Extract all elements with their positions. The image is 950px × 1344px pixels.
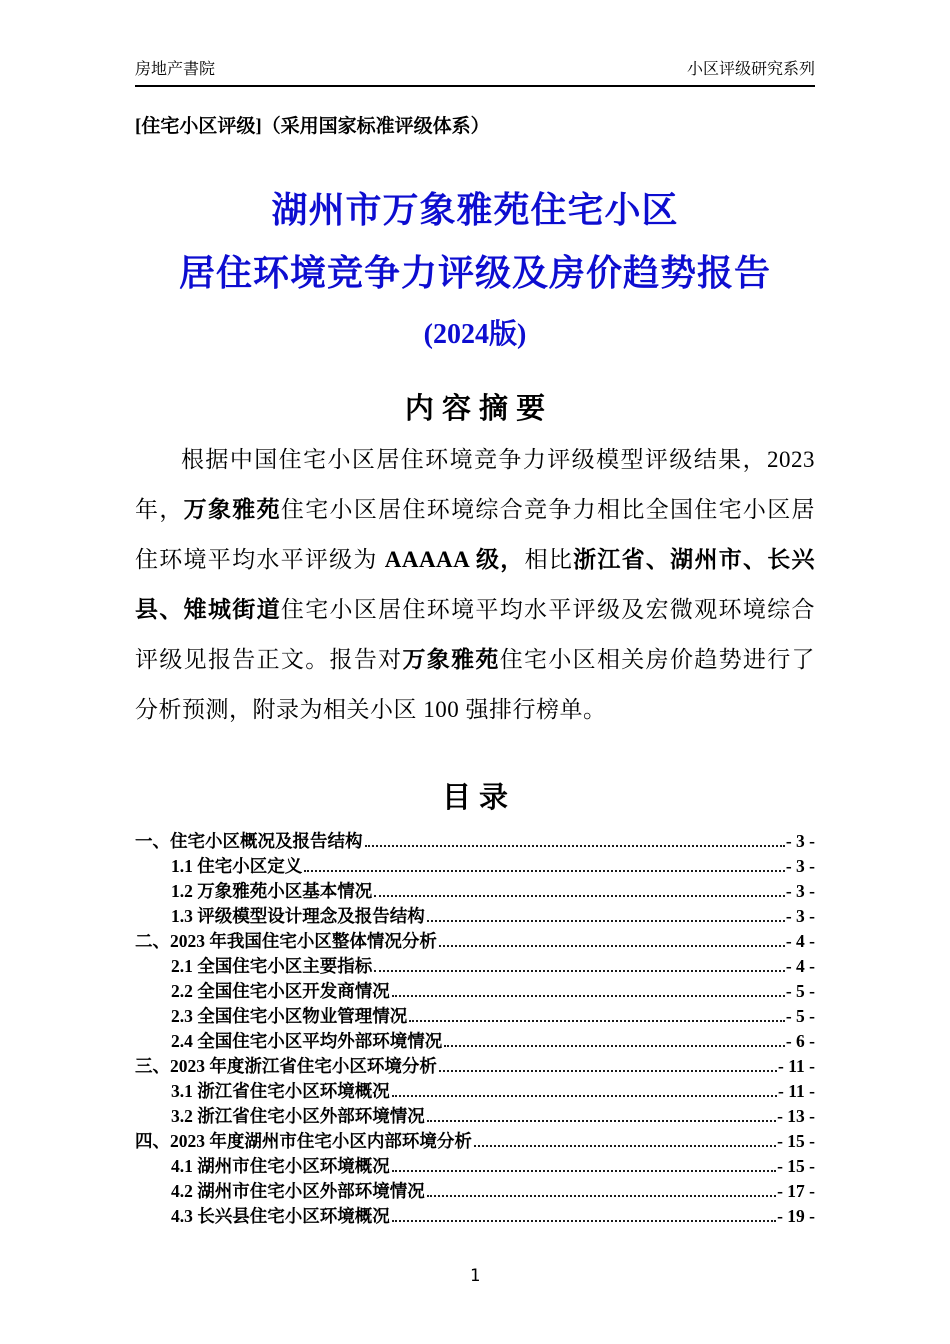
toc-item-page: - 3 - bbox=[785, 856, 815, 876]
toc-item[interactable] bbox=[135, 1104, 815, 1129]
toc-item[interactable] bbox=[135, 1029, 815, 1054]
report-title-line1: 湖州市万象雅苑住宅小区 bbox=[271, 190, 679, 230]
toc-item-page: - 5 - bbox=[785, 981, 815, 1001]
summary-text-segment: 万象雅苑 bbox=[402, 647, 500, 672]
toc-item[interactable] bbox=[135, 1179, 815, 1204]
toc-item-page: - 11 - bbox=[778, 1056, 815, 1076]
toc-leader-dots bbox=[392, 1170, 776, 1172]
summary-text-segment: 浙江省、湖州市、长兴县、雉城街道 bbox=[135, 547, 816, 622]
summary-text-segment: 住宅小区相关房价趋势进行了分析预测，附录为相关小区 100 强排行榜单。 bbox=[135, 647, 816, 722]
toc-item-label[interactable]: 一、住宅小区概况及报告结构 bbox=[135, 831, 363, 851]
toc-leader-dots bbox=[392, 995, 785, 997]
toc-item-page: - 3 - bbox=[785, 881, 815, 901]
summary-paragraph bbox=[135, 435, 815, 735]
toc-item-page: - 19 - bbox=[777, 1206, 815, 1226]
summary-text-segment: 万象雅苑 bbox=[183, 497, 281, 522]
summary-text-segment: 住宅小区居住环境综合竞争力相比全国住宅小区居住环境平均水平评级为 bbox=[135, 497, 816, 572]
toc-item-label[interactable]: 三、2023 年度浙江省住宅小区环境分析 bbox=[135, 1056, 437, 1076]
toc-item[interactable] bbox=[135, 1154, 815, 1179]
summary-text-segment: AAAAA 级， bbox=[384, 547, 525, 572]
toc-item-page: - 13 - bbox=[777, 1106, 815, 1126]
running-header bbox=[135, 0, 815, 87]
toc-item-label[interactable]: 四、2023 年度湖州市住宅小区内部环境分析 bbox=[135, 1131, 472, 1151]
toc-leader-dots bbox=[427, 1120, 776, 1122]
toc-leader-dots bbox=[439, 945, 785, 947]
toc-item-page: - 17 - bbox=[777, 1181, 815, 1201]
toc-item-label[interactable]: 3.2 浙江省住宅小区外部环境情况 bbox=[171, 1106, 425, 1126]
running-header-right: 小区评级研究系列 bbox=[686, 61, 815, 78]
report-title-edition: (2024版) bbox=[423, 319, 527, 350]
toc-leader-dots bbox=[474, 1145, 776, 1147]
toc-item-label[interactable]: 二、2023 年我国住宅小区整体情况分析 bbox=[135, 931, 437, 951]
toc-item-label[interactable]: 2.3 全国住宅小区物业管理情况 bbox=[171, 1006, 408, 1026]
toc-leader-dots bbox=[392, 1095, 777, 1097]
toc-item[interactable] bbox=[135, 879, 815, 904]
toc-list bbox=[135, 829, 815, 1229]
toc-leader-dots bbox=[392, 1220, 776, 1222]
toc-item-label[interactable]: 1.1 住宅小区定义 bbox=[171, 856, 303, 876]
toc-item-label[interactable]: 2.4 全国住宅小区平均外部环境情况 bbox=[171, 1031, 443, 1051]
toc-item[interactable] bbox=[135, 904, 815, 929]
toc-item[interactable] bbox=[135, 1079, 815, 1104]
toc-leader-dots bbox=[439, 1070, 777, 1072]
toc-item-page: - 3 - bbox=[785, 831, 815, 851]
running-header-left: 房地产書院 bbox=[135, 61, 216, 78]
toc-item-label[interactable]: 1.2 万象雅苑小区基本情况 bbox=[171, 881, 373, 901]
report-series-subheader: [住宅小区评级]（采用国家标准评级体系） bbox=[135, 116, 490, 137]
summary-heading: 内 容 摘 要 bbox=[404, 393, 546, 425]
toc-item-label[interactable]: 4.3 长兴县住宅小区环境概况 bbox=[171, 1206, 390, 1226]
toc-item-label[interactable]: 2.1 全国住宅小区主要指标 bbox=[171, 956, 373, 976]
toc-item-label[interactable]: 4.1 湖州市住宅小区环境概况 bbox=[171, 1156, 390, 1176]
toc-item-page: - 15 - bbox=[777, 1131, 815, 1151]
toc-leader-dots bbox=[374, 895, 785, 897]
toc-item-page: - 6 - bbox=[785, 1031, 815, 1051]
toc-item-label[interactable]: 2.2 全国住宅小区开发商情况 bbox=[171, 981, 390, 1001]
toc-item[interactable] bbox=[135, 829, 815, 854]
page-number: 1 bbox=[469, 1266, 481, 1286]
summary-text-segment: 根据中国住宅小区居住环境竞争力评级模型评级结果，2023 年， bbox=[135, 447, 815, 522]
toc-leader-dots bbox=[304, 870, 785, 872]
summary-text-segment: 相比 bbox=[524, 547, 574, 572]
toc-item[interactable] bbox=[135, 1204, 815, 1229]
toc-leader-dots bbox=[427, 1195, 776, 1197]
toc-item[interactable] bbox=[135, 854, 815, 879]
toc-item[interactable] bbox=[135, 1054, 815, 1079]
report-page bbox=[135, 0, 815, 1229]
toc-item-label[interactable]: 3.1 浙江省住宅小区环境概况 bbox=[171, 1081, 390, 1101]
toc-heading: 目 录 bbox=[441, 782, 509, 814]
toc-item-label[interactable]: 4.2 湖州市住宅小区外部环境情况 bbox=[171, 1181, 425, 1201]
toc-leader-dots bbox=[409, 1020, 785, 1022]
toc-item-page: - 4 - bbox=[785, 956, 815, 976]
toc-leader-dots bbox=[444, 1045, 785, 1047]
toc-item[interactable] bbox=[135, 1129, 815, 1154]
toc-item[interactable] bbox=[135, 929, 815, 954]
toc-item-page: - 15 - bbox=[777, 1156, 815, 1176]
toc-item[interactable] bbox=[135, 954, 815, 979]
summary-text-segment: 住宅小区居住环境平均水平评级及宏微观环境综合评级见报告正文。报告对 bbox=[135, 597, 816, 672]
toc-item-label[interactable]: 1.3 评级模型设计理念及报告结构 bbox=[171, 906, 425, 926]
toc-leader-dots bbox=[374, 970, 785, 972]
toc-leader-dots bbox=[427, 920, 785, 922]
title-block bbox=[135, 188, 815, 353]
toc-item[interactable] bbox=[135, 979, 815, 1004]
toc-item-page: - 4 - bbox=[785, 931, 815, 951]
toc-item-page: - 11 - bbox=[778, 1081, 815, 1101]
toc-item-page: - 5 - bbox=[785, 1006, 815, 1026]
toc-leader-dots bbox=[365, 845, 785, 847]
toc-item-page: - 3 - bbox=[785, 906, 815, 926]
toc-item[interactable] bbox=[135, 1004, 815, 1029]
report-title-line2: 居住环境竞争力评级及房价趋势报告 bbox=[178, 253, 771, 293]
